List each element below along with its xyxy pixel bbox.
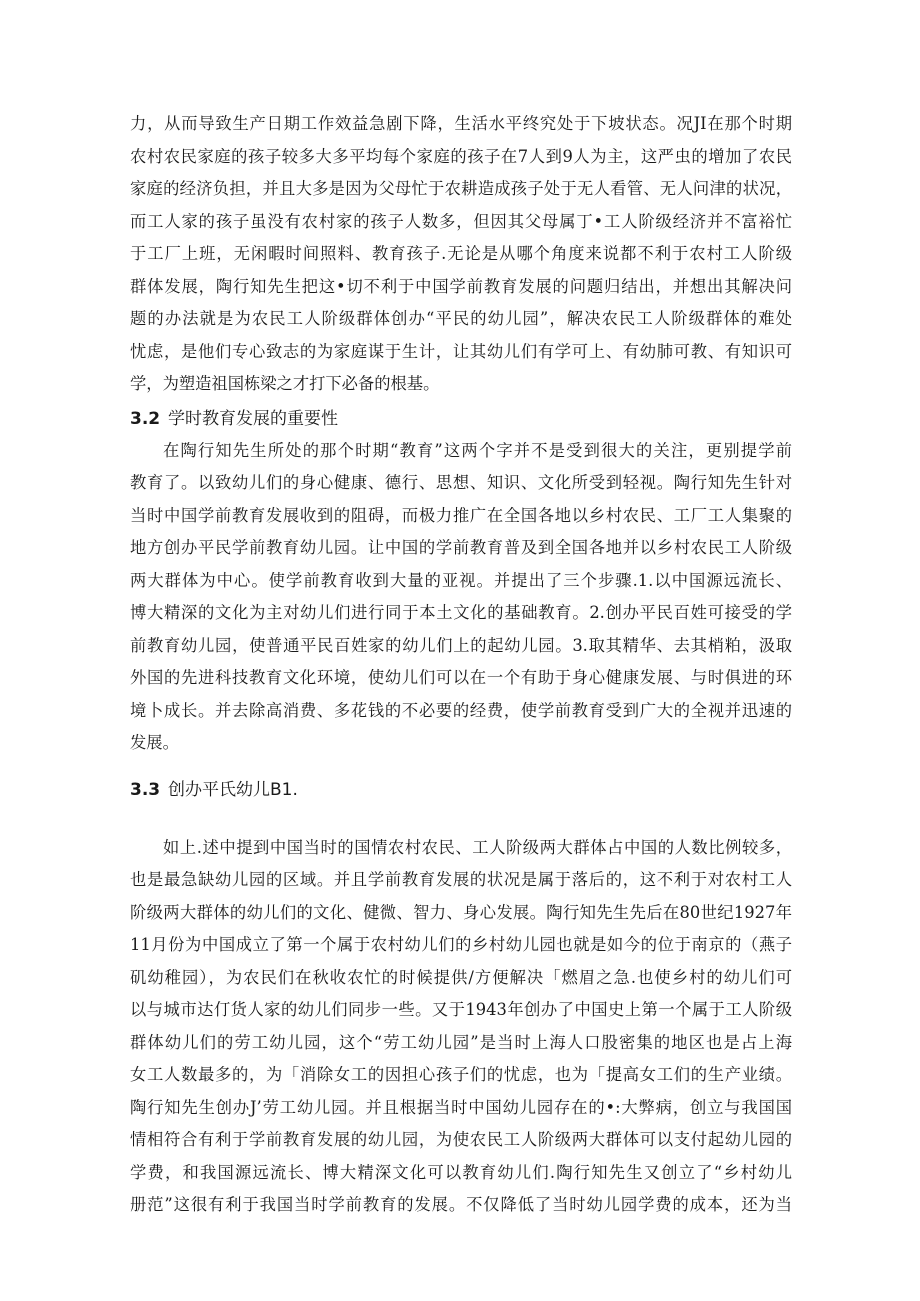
text-line: 矶幼稚园），为农民们在秋收农忙的时候提供/方便解决「燃眉之急.也使乡村的幼儿们可 xyxy=(130,967,792,987)
section-title: 学时教育发展的重要性 xyxy=(168,408,338,429)
section-number: 3.3 xyxy=(130,779,161,800)
text-line: 教育了。以致幼儿们的身心健康、德行、思想、知识、文化所受到轻视。陶行知先生针对 xyxy=(130,473,792,492)
paragraph-1 xyxy=(130,108,792,401)
text-line: 地方创办平民学前教育幼儿园。让中国的学前教育普及到全国各地并以乡村农民工人阶级 xyxy=(130,538,792,557)
text-line: 博大精深的文化为主对幼儿们进行同于本土文化的基础教育。2.创办平民百姓可接受的学 xyxy=(130,603,792,622)
section-number: 3.2 xyxy=(130,408,161,429)
text-line: 阶级两大群体的幼儿们的文化、健微、智力、身心发展。陶行知先生先后在80世纪1927年 xyxy=(130,902,792,922)
text-line: 学，为塑造祖国栋梁之才打下必备的根基。 xyxy=(130,374,440,393)
text-line: 在陶行知先生所处的那个时期“教育”这两个字并不是受到很大的关注，更别提学前 xyxy=(163,440,792,460)
text-line: 力，从而导致生产日期工作效益急剧下降，生活水平终究处于下坡状态。况JI在那个时期 xyxy=(130,114,792,133)
text-line: 也是最急缺幼儿园的区域。并且学前教育发展的状况是属于落后的，这不利于对农村工人 xyxy=(130,870,792,889)
text-line: 外国的先进科技教育文化环境，使幼儿们可以在一个有助于身心健康发展、与时俱进的环 xyxy=(130,668,792,687)
text-line: 群体幼儿们的劳工幼儿园，这个“劳工幼儿园”是当时上海人口股密集的地区也是占上海 xyxy=(130,1032,792,1052)
paragraph-3 xyxy=(130,832,792,1222)
text-line: 前教育幼儿园，使普通平民百姓家的幼儿们上的起幼儿园。3.取其精华、去其梢粕，汲取 xyxy=(130,635,792,655)
text-line: 境卜成长。并去除高消费、多花钱的不必要的经费，使学前教育受到广大的全视并迅速的 xyxy=(130,700,792,720)
text-line: 农村农民家庭的孩子较多大多平均每个家庭的孩子在7人到9人为主，这严虫的增加了农民 xyxy=(130,146,792,166)
text-line: 而工人家的孩子虽没有农村家的孩子人数多，但因其父母属丁•工人阶级经济并不富裕忙 xyxy=(130,211,792,231)
text-line: 册范”这很有利于我国当时学前教育的发展。不仅降低了当时幼儿园学费的成本，还为当 xyxy=(130,1195,792,1214)
text-line: 发展。 xyxy=(130,733,179,752)
text-line: 如上.述中提到中国当时的国情农村农民、工人阶级两大群体占中国的人数比例较多， xyxy=(163,837,792,857)
text-line: 11月份为中国成立了第一个属于农村幼儿们的乡村幼儿园也就是如今的位于南京的（燕子 xyxy=(130,935,792,954)
text-line: 忧虑，是他们专心致志的为家庭谋于生计，让其幼儿们有学可上、有幼肺可教、有知识可 xyxy=(130,341,792,361)
section-heading-3-2 xyxy=(130,403,792,435)
text-line: 情相符合有利于学前教育发展的幼儿园，为使农民工人阶级两大群体可以支付起幼儿园的 xyxy=(130,1130,792,1149)
paragraph-2 xyxy=(130,435,792,760)
text-line: 当时中国学前教育发展收到的阻碍，而极力推广在全国各地以乡村农民、工厂工人集聚的 xyxy=(130,505,792,525)
document-page xyxy=(130,108,792,1222)
text-line: 学费，和我国源远流长、博大精深文化可以教育幼儿们.陶行知先生又创立了“乡村幼儿 xyxy=(130,1162,792,1182)
section-heading-3-3 xyxy=(130,774,792,806)
text-line: 两大群体为中心。使学前教育收到大量的亚视。并提出了三个步骤.1.以中国源远流长、 xyxy=(130,570,792,590)
text-line: 群体发展，陶行知先生把这•切不利于中国学前教育发展的问题归结出，并想出其解决问 xyxy=(130,276,792,296)
text-line: 题的办法就是为农民工人阶级群体创办“平民的幼儿园”，解决农民工人阶级群体的难处 xyxy=(130,309,792,328)
text-line: 以与城市达仃货人家的幼儿们同步一些。又于1943年创办了中国史上第一个属于工人阶级 xyxy=(130,1000,792,1019)
text-line: 于工厂上班，无闲暇时间照料、教育孩子.无论是从哪个角度来说都不利于农村工人阶级 xyxy=(130,244,792,263)
text-line: 家庭的经济负担，并且大多是因为父母忙于农耕造成孩子处于无人看管、无人问津的状况， xyxy=(130,179,792,198)
text-line: 陶行知先生创办J’劳工幼儿园。并且根据当时中国幼儿园存在的•:大弊病，创立与我国国 xyxy=(130,1097,792,1117)
text-line: 女工人数最多的，为「消除女工的因担心孩子们的忧虑，也为「提高女工们的生产业绩。 xyxy=(130,1065,792,1084)
section-title: 创办平氏幼儿B1. xyxy=(168,779,298,800)
